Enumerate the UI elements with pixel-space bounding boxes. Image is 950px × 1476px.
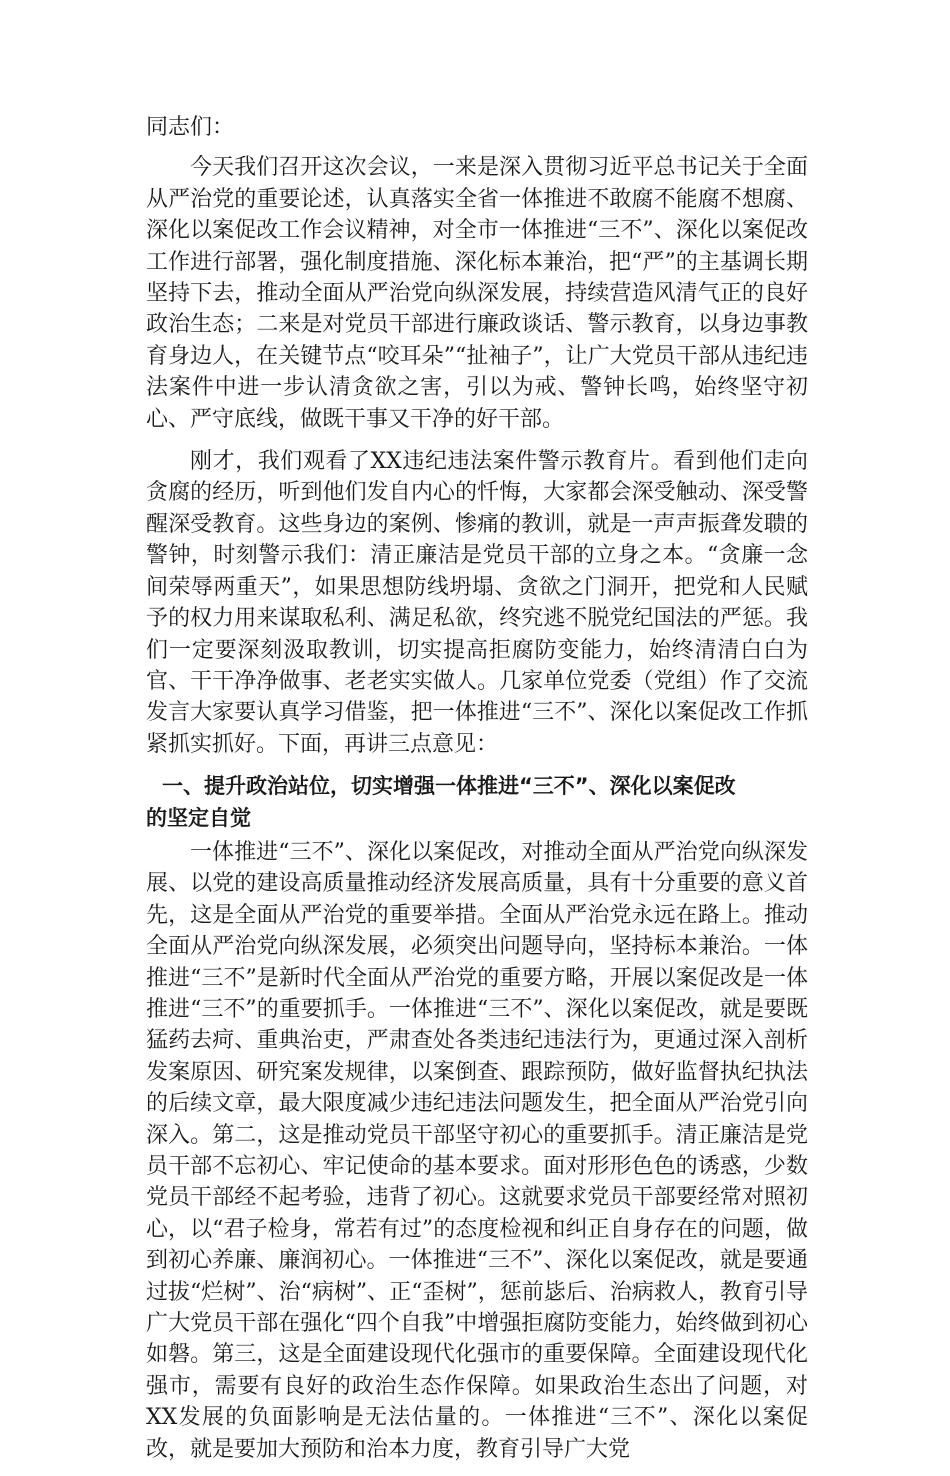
salutation: 同志们： [146, 115, 235, 140]
section-heading-1-line1: 一、提升政治站位，切实增强一体推进“三不”、深化以案促改 [162, 774, 736, 799]
section-heading-1 [146, 771, 808, 834]
paragraph-warning-education: 刚才，我们观看了XX违纪违法案件警示教育片。看到他们走向贪腐的经历，听到他们发自内心的忏悔，大家都会深受触动、深受警醒深受教育。这些身边的案例、惨痛的教训，就是一声声振聋发聩的警钟，时刻警示我们：清正廉洁是党员干部的立身之本。“贪廉一念间荣辱两重天”，如果思想防线坍塌、贪欲之门洞开，把党和人民赋予的权力用来谋取私利、满足私欲，终究逃不脱党纪国法的严惩。我们一定要深刻汲取教训，切实提高拒腐防变能力，始终清清白白为官、干干净净做事、老老实实做人。几家单位党委（党组）作了交流发言大家要认真学习借鉴，把一体推进“三不”、深化以案促改工作抓紧抓实抓好。下面，再讲三点意见： [146, 449, 808, 757]
section-heading-1-line2: 的坚定自觉 [146, 805, 251, 830]
paragraph-section-1-body: 一体推进“三不”、深化以案促改，对推动全面从严治党向纵深发展、以党的建设高质量推动经济发展高质量，具有十分重要的意义首先，这是全面从严治党的重要举措。全面从严治党永远在路上。推动全面从严治党向纵深发展，必须突出问题导向，坚持标本兼治。一体推进“三不”是新时代全面从严治党的重要方略，开展以案促改是一体推进“三不”的重要抓手。一体推进“三不”、深化以案促改，就是要既猛药去疴、重典治吏，严肃查处各类违纪违法行为，更通过深入剖析发案原因、研究案发规律，以案倒查、跟踪预防，做好监督执纪执法的后续文章，最大限度减少违纪违法问题发生，把全面从严治党引向深入。第二，这是推动党员干部坚守初心的重要抓手。清正廉洁是党员干部不忘初心、牢记使命的基本要求。面对形形色色的诱惑，少数党员干部经不起考验，违背了初心。这就要求党员干部要经常对照初心，以“君子检身，常若有过”的态度检视和纠正自身存在的问题，做到初心养廉、廉润初心。一体推进“三不”、深化以案促改，就是要通过拔“烂树”、治“病树”、正“歪树”，惩前毖后、治病救人，教育引导广大党员干部在强化“四个自我”中增强拒腐防变能力，始终做到初心如磐。第三，这是全面建设现代化强市的重要保障。全面建设现代化强市，需要有良好的政治生态作保障。如果政治生态出了问题，对XX发展的负面影响是无法估量的。一体推进“三不”、深化以案促改，就是要加大预防和治本力度，教育引导广大党 [146, 839, 808, 1462]
paragraph-intro: 今天我们召开这次会议，一来是深入贯彻习近平总书记关于全面从严治党的重要论述，认真落实全省一体推进不敢腐不能腐不想腐、深化以案促改工作会议精神，对全市一体推进“三不”、深化以案促改工作进行部署，强化制度措施、深化标本兼治，把“严”的主基调长期坚持下去，推动全面从严治党向纵深发展，持续营造风清气正的良好政治生态；二来是对党员干部进行廉政谈话、警示教育，以身边事教育身边人，在关键节点“咬耳朵”“扯袖子”，让广大党员干部从违纪违法案件中进一步认清贪欲之害，引以为戒、警钟长鸣，始终坚守初心、严守底线，做既干事又干净的好干部。 [146, 155, 808, 432]
document-page [146, 112, 808, 1476]
